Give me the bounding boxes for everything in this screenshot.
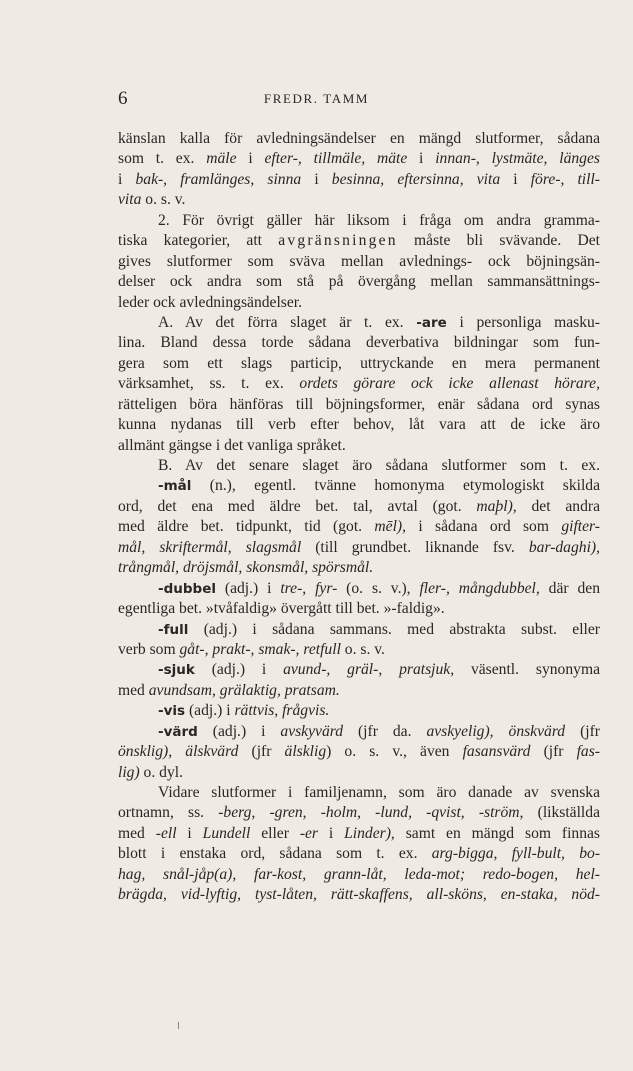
text-line: gera som ett slags particip, uttryckande en mera permanent (118, 354, 600, 372)
text-segment: -sjuk (158, 662, 195, 679)
text-segment: avgränsningen (278, 232, 398, 250)
text-segment: arg-bigga, fyll-bult, bo- (431, 845, 600, 863)
text-segment: -are (416, 314, 447, 331)
text-line: rätteligen böra hänföras till böjningsformer, enär sådana ord synas (118, 395, 600, 413)
text-line: ord, det ena med äldre bet. tal, avtal (got. maþl), det andra (118, 497, 600, 515)
page-number: 6 (118, 88, 128, 109)
text-line: -full (adj.) i sådana sammans. med abstrakta subst. eller (158, 620, 600, 638)
text-line: med -ell i Lundell eller -er i Linder), samt en mängd som finnas (118, 824, 600, 842)
text-segment: fas- (576, 743, 600, 761)
text-line (118, 885, 600, 905)
text-line: verb som gåt-, prakt-, smak-, retfull o. s. v. (118, 640, 385, 658)
text-line (118, 558, 600, 578)
text-line: egentliga bet. »tvåfaldig» övergått till bet. »-faldig». (118, 600, 445, 618)
text-line: lig) o. dyl. (118, 763, 183, 781)
text-segment: tre-, fyr- (280, 579, 338, 597)
text-line: -sjuk (adj.) i avund-, gräl-, pratsjuk, väsentl. synonyma (158, 661, 600, 679)
text-segment: -värd (158, 723, 198, 740)
text-line: -vis (adj.) i rättvis, frågvis. (158, 702, 330, 720)
text-segment: hag, snål-jåp(a), far-kost, grann-låt, leda-mot; redo-bogen, hel- (118, 865, 600, 883)
text-segment: -vis (158, 703, 186, 720)
text-line: Vidare slutformer i familjenamn, som äro danade av svenska (158, 784, 600, 801)
text-segment: lig) (118, 763, 140, 781)
text-segment: före-, till- (530, 170, 600, 188)
text-segment: vita (118, 191, 142, 209)
text-segment: bak-, framlänges, sinna (135, 170, 302, 188)
text-line: känslan kalla för avledningsändelser en mängd slutformer, sådana (118, 130, 600, 147)
text-line: kunna nydanas till verb efter behov, låt vara att de icke äro (118, 416, 600, 434)
text-segment: avskyvärd (280, 722, 344, 740)
text-line: i bak-, framlänges, sinna i besinna, eftersinna, vita i före-, till- (118, 170, 600, 188)
text-line: som t. ex. mäle i efter-, tillmäle, mäte i innan-, lystmäte, länges (118, 150, 600, 168)
text-line: gives slutformer som sväva mellan avlednings- ock böjningsän- (118, 252, 600, 270)
text-segment: innan-, lystmäte, länges (435, 150, 600, 168)
text-line: 2. För övrigt gäller här liksom i fråga om andra gramma- (158, 211, 600, 229)
text-line: A. Av det förra slaget är t. ex. -are i personliga masku- (158, 313, 600, 331)
text-line: med avundsam, grälaktig, pratsam. (118, 681, 340, 699)
text-segment: brägda, vid-lyftig, tyst-låten, rätt-skaffens, all-sköns, en-staka, nöd- (118, 886, 600, 904)
text-line: allmänt gängse i det vanliga språket. (118, 436, 346, 454)
text-line: leder ock avledningsändelser. (118, 293, 303, 311)
text-segment: -dubbel (158, 580, 216, 597)
text-line: mål, skriftermål, slagsmål (till grundbet. liknande fsv. bar-daghi), (118, 538, 600, 556)
text-line (118, 865, 600, 885)
text-line: med äldre bet. tidpunkt, tid (got. mēl), i sådana ord som gifter- (118, 518, 600, 536)
text-segment: -mål (158, 478, 192, 495)
text-line: ortnamn, ss. -berg, -gren, -holm, -lund, -qvist, -ström, (likställda (118, 804, 600, 822)
text-segment: -berg, -gren, -holm, -lund, -qvist, -ström, (218, 804, 524, 822)
text-line: delser ock andra som stå på övergång mellan sammansättnings- (118, 273, 600, 291)
text-line: värksamhet, ss. t. ex. ordets görare ock icke allenast hörare, (118, 375, 600, 393)
text-segment: -full (158, 621, 189, 638)
text-segment: avskyelig), (426, 722, 494, 740)
text-segment: gåt-, prakt-, smak-, retfull (179, 640, 341, 658)
text-segment: älsklig (284, 743, 327, 761)
text-line: -dubbel (adj.) i tre-, fyr- (o. s. v.), fler-, mångdubbel, där den (158, 579, 600, 597)
text-segment: maþl), (476, 497, 517, 515)
text-segment: rättvis, frågvis. (234, 702, 330, 720)
paper-speck (178, 1022, 179, 1029)
text-segment: gifter- (561, 518, 600, 536)
text-segment: ordets görare ock icke allenast hörare, (299, 375, 600, 393)
text-segment: mäle (206, 150, 237, 168)
text-line: vita o. s. v. (118, 191, 186, 209)
text-segment: Linder), (344, 824, 395, 842)
text-segment: önsklig), (118, 743, 173, 761)
text-line: -mål (n.), egentl. tvänne homonyma etymologiskt skilda (158, 477, 600, 495)
text-segment: besinna, eftersinna, vita (331, 170, 501, 188)
text-segment: fler-, mångdubbel, (419, 579, 540, 597)
text-segment: Lundell (202, 824, 251, 842)
text-segment: efter-, tillmäle, mäte (264, 150, 408, 168)
text-line: blott i enstaka ord, sådana som t. ex. arg-bigga, fyll-bult, bo- (118, 845, 600, 863)
text-segment: mål, skriftermål, slagsmål (118, 538, 302, 556)
text-segment: trångmål, dröjsmål, skonsmål, spörsmål. (118, 559, 374, 577)
text-segment: önskvärd (508, 722, 566, 740)
text-line: B. Av det senare slaget äro sådana slutformer som t. ex. (158, 457, 600, 474)
text-line: lina. Bland dessa torde sådana deverbativa bildningar som fun- (118, 334, 600, 352)
text-segment: avund-, gräl-, pratsjuk, (283, 661, 455, 679)
text-segment: mēl), (374, 518, 407, 536)
text-segment: fasansvärd (462, 743, 531, 761)
running-head: FREDR. TAMM (263, 91, 370, 106)
text-segment: älskvärd (185, 743, 239, 761)
text-segment: bar-daghi), (528, 538, 600, 556)
text-segment: avundsam, grälaktig, pratsam. (148, 681, 340, 699)
body-text (118, 129, 600, 906)
text-segment: -er (299, 824, 318, 842)
text-segment: -ell (155, 824, 177, 842)
text-line: önsklig), älskvärd (jfr älsklig) o. s. v., även fasansvärd (jfr fas- (118, 743, 600, 761)
text-line: tiska kategorier, att avgränsningen måste bli svävande. Det (118, 232, 600, 250)
text-line: -värd (adj.) i avskyvärd (jfr da. avskyelig), önskvärd (jfr (158, 722, 600, 740)
